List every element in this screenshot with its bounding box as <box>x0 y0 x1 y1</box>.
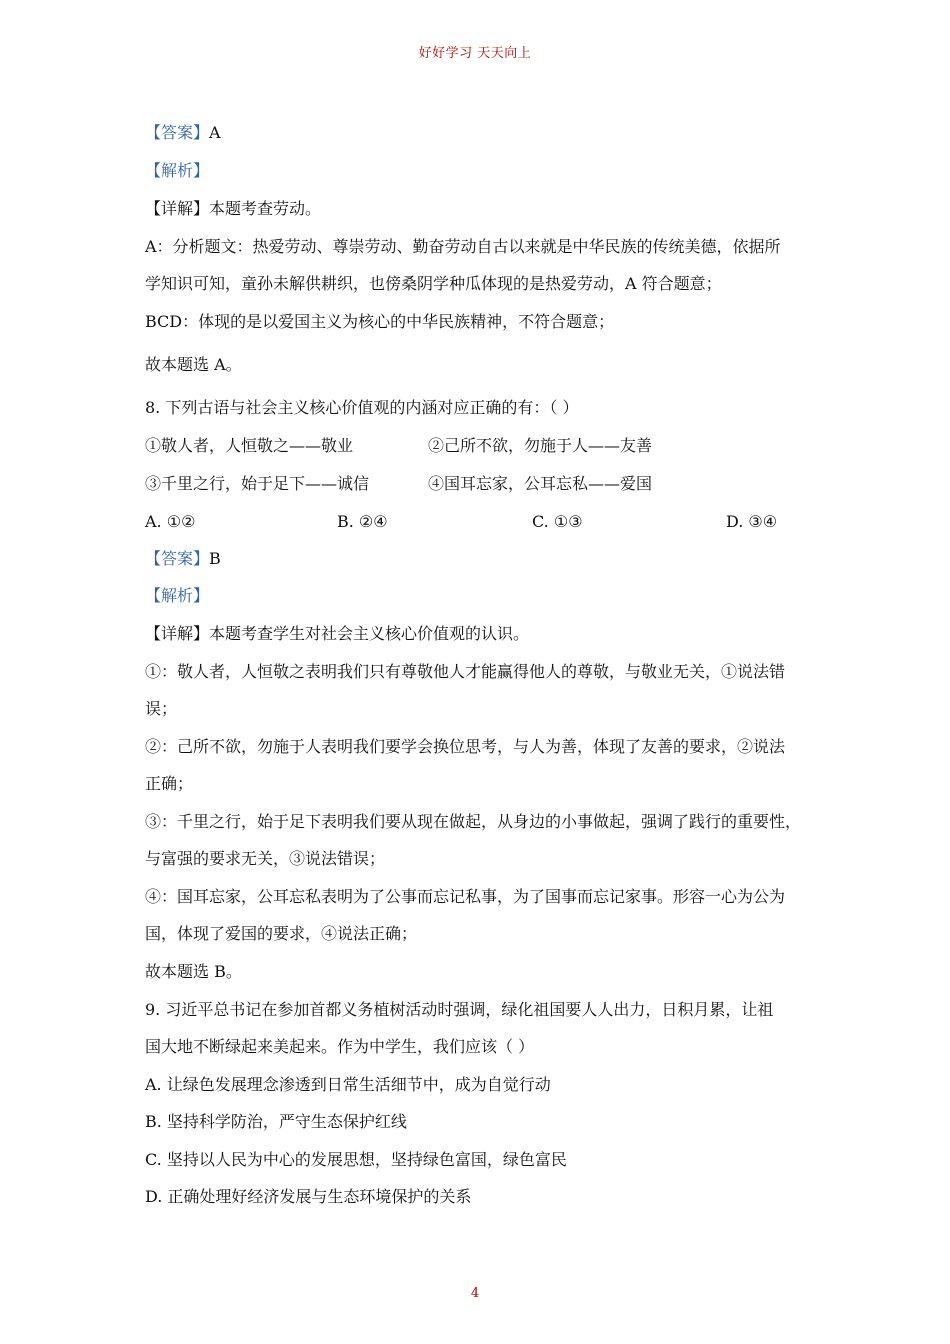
answer-tag: 【答案】 <box>145 123 210 142</box>
q8-conclusion: 故本题选 B。 <box>145 962 242 981</box>
q9-option-b: B. 坚持科学防治，严守生态保护红线 <box>145 1112 407 1131</box>
q7-conclusion: 故本题选 A。 <box>145 355 242 374</box>
answer-value: B <box>209 549 221 568</box>
q8-option-c: C. ①③ <box>532 512 583 531</box>
answer-value: A <box>209 123 221 142</box>
q8-question: 8. 下列古语与社会主义核心价值观的内涵对应正确的有：（ ） <box>145 398 579 417</box>
q7-analysis-tag: 【解析】 <box>145 161 210 180</box>
answer-tag: 【答案】 <box>145 549 210 568</box>
q9-question-line: 国大地不断绿起来美起来。作为中学生，我们应该（ ） <box>145 1037 535 1056</box>
q8-explanation-line: 正确； <box>145 774 194 793</box>
q8-explanation-line: ①：敬人者，人恒敬之表明我们只有尊敬他人才能赢得他人的尊敬，与敬业无关，①说法错 <box>145 662 786 681</box>
q8-explanation-line: ③：千里之行，始于足下表明我们要从现在做起，从身边的小事做起，强调了践行的重要性， <box>145 812 802 831</box>
q8-option-b: B. ②④ <box>337 512 388 531</box>
q7-explanation-line: 学知识可知，童孙未解供耕织，也傍桑阴学种瓜体现的是热爱劳动，A 符合题意； <box>145 274 722 293</box>
q9-option-d: D. 正确处理好经济发展与生态环境保护的关系 <box>145 1187 472 1206</box>
q8-analysis-tag: 【解析】 <box>145 586 210 605</box>
q9-option-c: C. 坚持以人民为中心的发展思想，坚持绿色富国，绿色富民 <box>145 1150 567 1169</box>
q8-statement: ③千里之行，始于足下——诚信 <box>145 474 370 493</box>
q8-explanation-line: 国，体现了爱国的要求，④说法正确； <box>145 924 418 943</box>
q8-option-d: D. ③④ <box>726 512 778 531</box>
q8-statement: ②己所不欲，勿施于人——友善 <box>428 436 653 455</box>
q7-explanation-line: BCD：体现的是以爱国主义为核心的中华民族精神，不符合题意； <box>145 312 615 331</box>
q8-explanation-line: ④：国耳忘家，公耳忘私表明为了公事而忘记私事，为了国事而忘记家事。形容一心为公为 <box>145 887 786 906</box>
q8-explanation-line: ②：己所不欲，勿施于人表明我们要学会换位思考，与人为善，体现了友善的要求，②说法 <box>145 737 786 756</box>
q7-detail: 【详解】本题考查劳动。 <box>145 199 322 218</box>
q8-answer <box>145 546 221 571</box>
q9-option-a: A. 让绿色发展理念渗透到日常生活细节中，成为自觉行动 <box>145 1075 551 1094</box>
q8-option-a: A. ①② <box>145 512 196 531</box>
q7-explanation-line: A：分析题文：热爱劳动、尊崇劳动、勤奋劳动自古以来就是中华民族的传统美德，依据所 <box>145 237 781 256</box>
q9-question-line: 9. 习近平总书记在参加首都义务植树活动时强调，绿化祖国要人人出力，日积月累，让祖 <box>145 1000 774 1019</box>
page-number: 4 <box>470 1286 480 1301</box>
page-header: 好好学习 天天向上 <box>418 46 532 61</box>
q8-statement: ①敬人者，人恒敬之——敬业 <box>145 436 354 455</box>
q8-explanation-line: 与富强的要求无关，③说法错误； <box>145 849 386 868</box>
q8-explanation-line: 误； <box>145 699 178 718</box>
q8-detail: 【详解】本题考查学生对社会主义核心价值观的认识。 <box>145 624 530 643</box>
q7-answer <box>145 120 221 145</box>
q8-statement: ④国耳忘家，公耳忘私——爱国 <box>428 474 653 493</box>
